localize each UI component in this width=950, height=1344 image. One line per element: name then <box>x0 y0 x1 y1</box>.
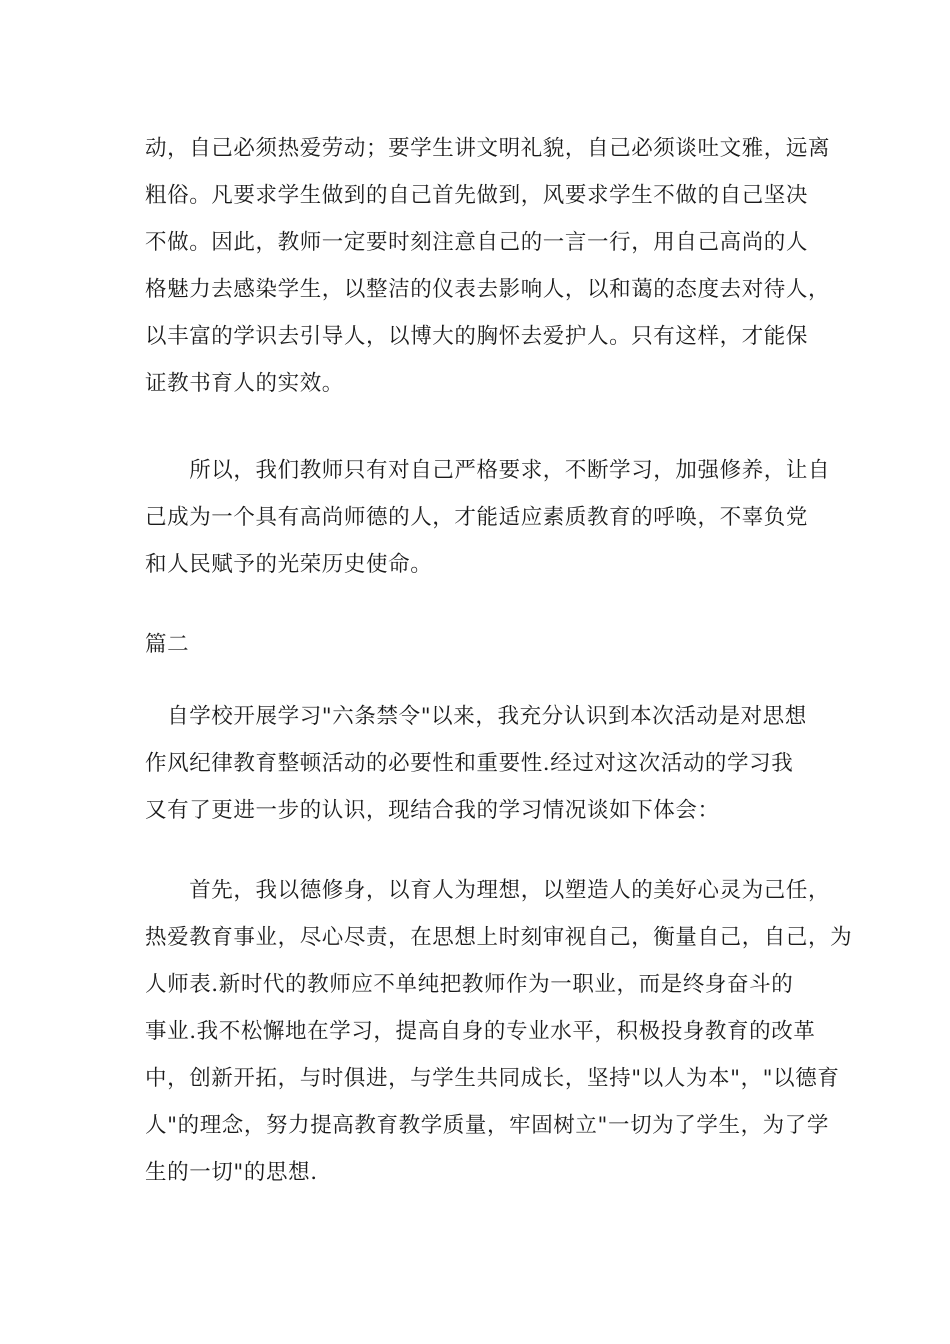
paragraph-4 <box>145 867 853 1196</box>
paragraph-3-line: 又有了更进一步的认识，现结合我的学习情况谈如下体会： <box>145 798 720 823</box>
paragraph-1-line: 格魅力去感染学生，以整洁的仪表去影响人，以和蔼的态度去对待人， <box>145 277 831 302</box>
paragraph-4-line: 事业.我不松懈地在学习，提高自身的专业水平，积极投身教育的改革 <box>145 1019 816 1044</box>
paragraph-4-line: 首先，我以德修身，以育人为理想，以塑造人的美好心灵为己任， <box>145 878 831 903</box>
paragraph-1-line: 不做。因此，教师一定要时刻注意自己的一言一行，用自己高尚的人 <box>145 230 809 255</box>
paragraph-4-line: 人"的理念，努力提高教育教学质量，牢固树立"一切为了学生，为了学 <box>145 1113 829 1138</box>
paragraph-4-line: 热爱教育事业，尽心尽责，在思想上时刻审视自己，衡量自己，自己，为 <box>145 925 853 950</box>
paragraph-2-line: 和人民赋予的光荣历史使命。 <box>145 552 433 577</box>
paragraph-1-line: 动，自己必须热爱劳动；要学生讲文明礼貌，自己必须谈吐文雅，远离 <box>145 136 831 161</box>
paragraph-4-line: 生的一切"的思想. <box>145 1160 318 1185</box>
paragraph-1 <box>145 125 831 407</box>
paragraph-2-line: 己成为一个具有高尚师德的人，才能适应素质教育的呼唤，不辜负党 <box>145 505 809 530</box>
paragraph-1-line: 证教书育人的实效。 <box>145 371 344 396</box>
paragraph-2 <box>145 447 831 588</box>
paragraph-1-line: 粗俗。凡要求学生做到的自己首先做到，风要求学生不做的自己坚决 <box>145 183 809 208</box>
paragraph-4-line: 中，创新开拓，与时俱进，与学生共同成长，坚持"以人为本"，"以德育 <box>145 1066 840 1091</box>
paragraph-4-line: 人师表.新时代的教师应不单纯把教师作为一职业，而是终身奋斗的 <box>145 972 794 997</box>
paragraph-3-line: 自学校开展学习"六条禁令"以来，我充分认识到本次活动是对思想 <box>145 704 807 729</box>
paragraph-2-line: 所以，我们教师只有对自己严格要求，不断学习，加强修养，让自 <box>145 458 831 483</box>
paragraph-3-line: 作风纪律教育整顿活动的必要性和重要性.经过对这次活动的学习我 <box>145 751 794 776</box>
paragraph-1-line: 以丰富的学识去引导人，以博大的胸怀去爱护人。只有这样，才能保 <box>145 324 809 349</box>
section-heading-text: 篇二 <box>145 632 190 657</box>
section-heading <box>145 621 810 668</box>
paragraph-3 <box>145 693 810 834</box>
